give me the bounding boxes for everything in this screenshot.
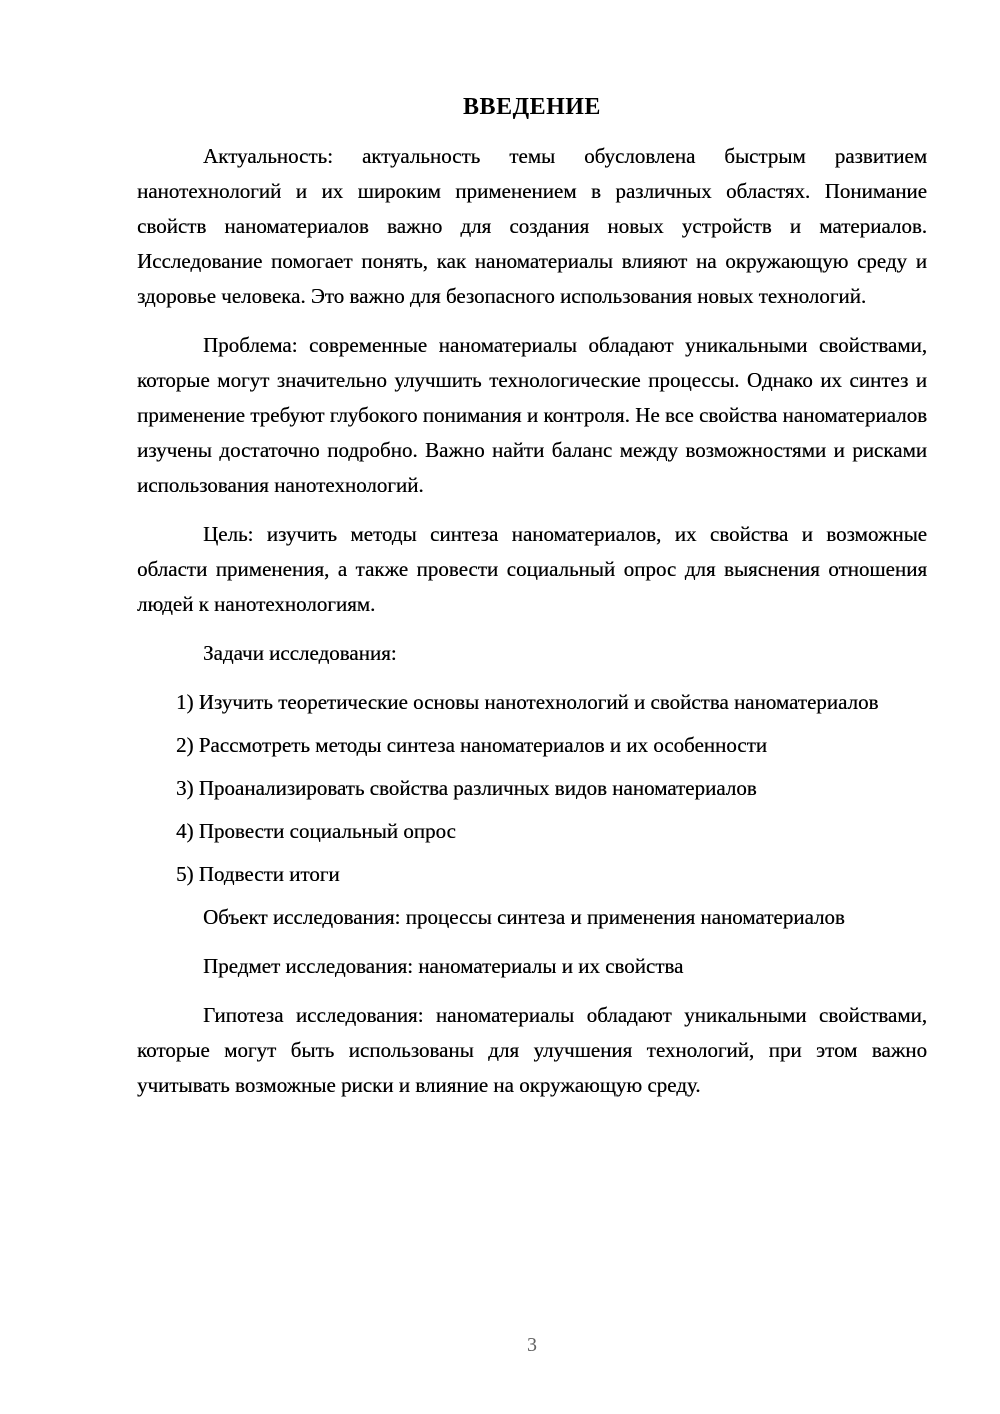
task-item-5: 5) Подвести итоги	[176, 862, 340, 886]
task-item-4: 4) Провести социальный опрос	[176, 819, 456, 843]
page-title: ВВЕДЕНИЕ	[463, 94, 601, 120]
paragraph-problem: Проблема: современные наноматериалы обладают уникальными свойствами, которые могут значительно улучшить технологические процессы. Однако их синтез и применение требуют глубокого понимания и контроля. Не все свойства наноматериалов изучены достаточно подробно. Важно найти баланс между возможностями и рисками использования нанотехнологий.	[137, 333, 927, 497]
paragraph-goal: Цель: изучить методы синтеза наноматериалов, их свойства и возможные области применения, а также провести социальный опрос для выяснения отношения людей к нанотехнологиям.	[137, 522, 927, 616]
paragraph-object: Объект исследования: процессы синтеза и применения наноматериалов	[203, 905, 845, 929]
paragraph-subject: Предмет исследования: наноматериалы и их свойства	[203, 954, 684, 978]
task-item-3: 3) Проанализировать свойства различных видов наноматериалов	[176, 776, 757, 800]
task-item-1: 1) Изучить теоретические основы нанотехнологий и свойства наноматериалов	[176, 690, 879, 714]
task-item-2: 2) Рассмотреть методы синтеза наноматериалов и их особенности	[176, 733, 768, 757]
paragraph-hypothesis: Гипотеза исследования: наноматериалы обладают уникальными свойствами, которые могут быть использованы для улучшения технологий, при этом важно учитывать возможные риски и влияние на окружающую среду.	[137, 1003, 927, 1097]
paragraph-relevance: Актуальность: актуальность темы обусловлена быстрым развитием нанотехнологий и их широким применением в различных областях. Понимание свойств наноматериалов важно для создания новых устройств и материалов. Исследование помогает понять, как наноматериалы влияют на окружающую среду и здоровье человека. Это важно для безопасного использования новых технологий.	[137, 144, 927, 308]
document-content	[137, 90, 927, 1117]
tasks-heading: Задачи исследования:	[203, 641, 397, 665]
page-number: 3	[527, 1334, 537, 1356]
